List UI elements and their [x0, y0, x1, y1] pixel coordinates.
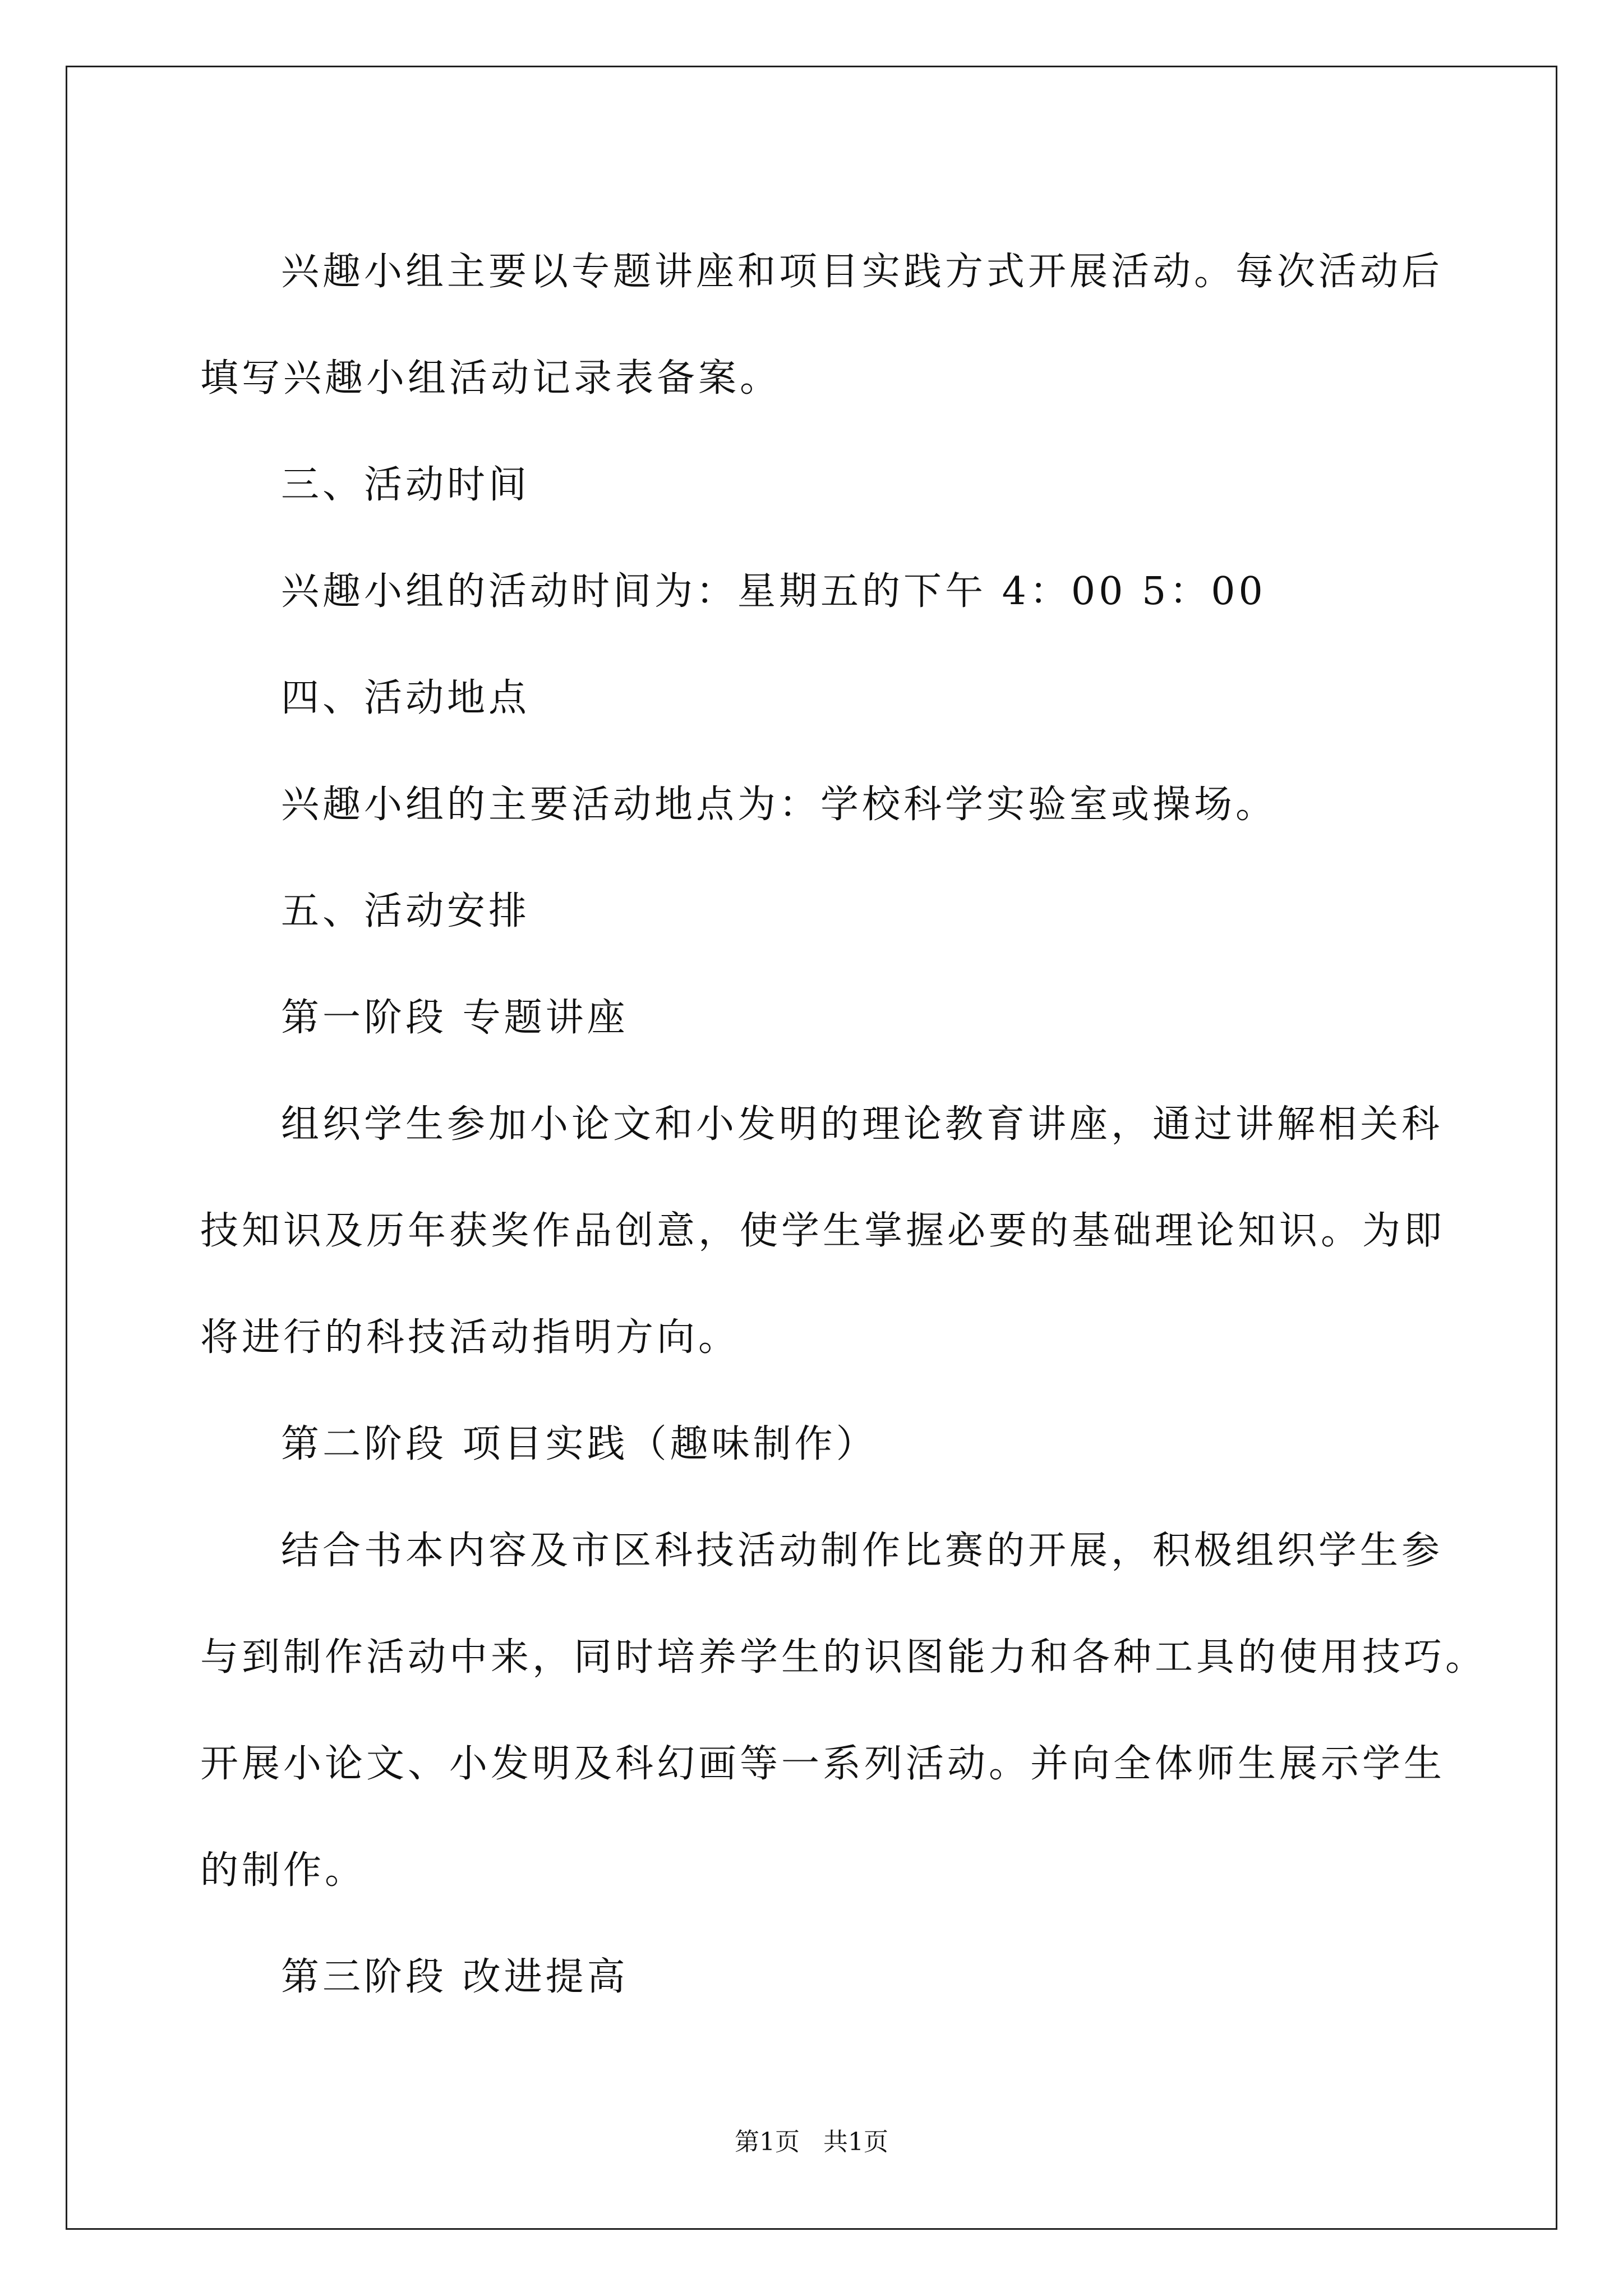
- text-line: 兴趣小组主要以专题讲座和项目实践方式开展活动。每次活动后: [281, 250, 1444, 294]
- text-line: 三、活动时间: [281, 463, 531, 507]
- text-line: 五、活动安排: [281, 889, 531, 933]
- text-line: 第一阶段 专题讲座: [281, 996, 629, 1040]
- document-body: [200, 219, 1487, 2031]
- paragraph-stage-1: [200, 1071, 1446, 1391]
- text-line: 的制作。: [200, 1848, 367, 1893]
- section-heading-time: [200, 432, 1423, 539]
- text-line: 第二阶段 项目实践（趣味制作）: [281, 1422, 878, 1466]
- paragraph-activity-format: [200, 219, 1444, 432]
- text-line: 将进行的科技活动指明方向。: [200, 1315, 740, 1360]
- paragraph-stage-2: [200, 1498, 1487, 1924]
- paragraph-time: [200, 539, 1423, 645]
- text-line: 结合书本内容及市区科技活动制作比赛的开展，积极组织学生参: [281, 1529, 1444, 1573]
- section-heading-schedule: [200, 858, 1423, 965]
- section-heading-location: [200, 645, 1423, 752]
- text-line: 兴趣小组的主要活动地点为：学校科学实验室或操场。: [281, 783, 1278, 827]
- text-line: 第三阶段 改进提高: [281, 1955, 629, 1999]
- text-line: 与到制作活动中来，同时培养学生的识图能力和各种工具的使用技巧。: [200, 1635, 1487, 1680]
- stage-heading-1: [200, 965, 1423, 1071]
- page-total: 共1页: [823, 2128, 888, 2156]
- page-number: 第1页: [735, 2128, 800, 2156]
- text-line: 填写兴趣小组活动记录表备案。: [200, 356, 782, 401]
- text-line: 开展小论文、小发明及科幻画等一系列活动。并向全体师生展示学生: [200, 1742, 1446, 1786]
- stage-heading-3: [200, 1924, 1423, 2031]
- page-footer: [0, 2122, 1623, 2157]
- text-line: 技知识及历年获奖作品创意，使学生掌握必要的基础理论知识。为即: [200, 1209, 1446, 1253]
- text-line: 组织学生参加小论文和小发明的理论教育讲座，通过讲解相关科: [281, 1102, 1444, 1147]
- stage-heading-2: [200, 1391, 1423, 1498]
- text-line: 兴趣小组的活动时间为：星期五的下午 4：00 5：00: [281, 569, 1266, 614]
- paragraph-location: [200, 752, 1423, 858]
- text-line: 四、活动地点: [281, 676, 531, 720]
